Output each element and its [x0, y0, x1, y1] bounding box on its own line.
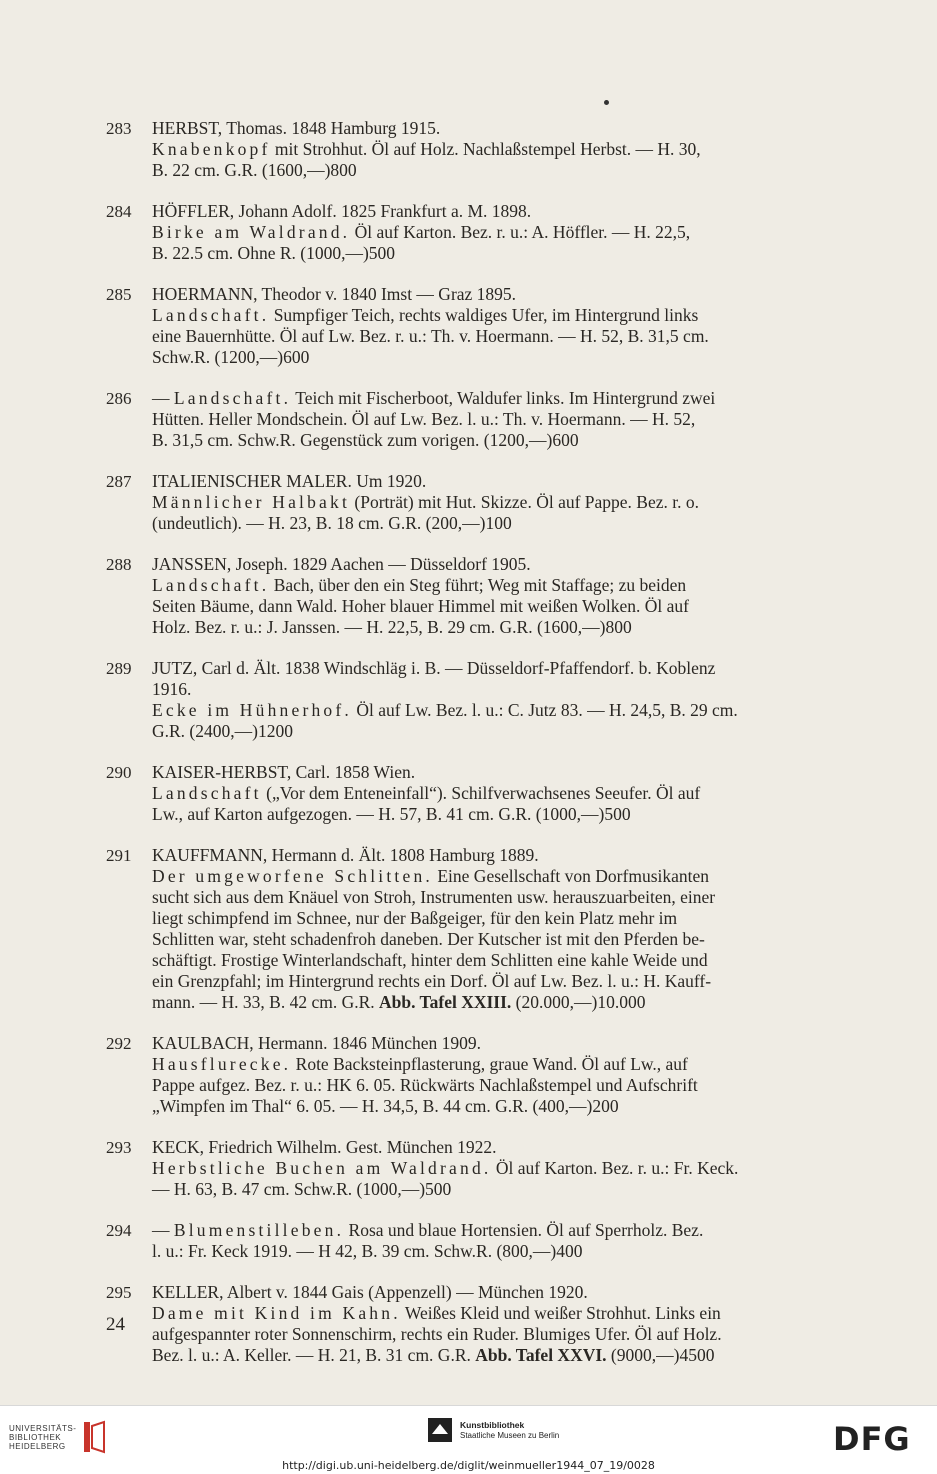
line-content: [152, 929, 705, 949]
kunstbibliothek-subtitle: Staatliche Museen zu Berlin: [460, 1430, 560, 1440]
lot-description: [152, 762, 870, 825]
line-text: G.R. (2400,—): [152, 721, 258, 741]
description-line: [152, 139, 870, 160]
description-line: [152, 596, 870, 617]
line-content: [152, 1220, 703, 1240]
line-content: [152, 554, 531, 574]
line-text: ITALIENISCHER MALER. Um 1920.: [152, 471, 427, 491]
lot-price: 600: [552, 430, 579, 450]
ink-speck: [604, 100, 609, 105]
description-line: [152, 1282, 870, 1303]
line-content: [152, 887, 715, 907]
line-content: [152, 1158, 738, 1178]
plate-reference: Abb. Tafel XXVI.: [475, 1345, 607, 1365]
uni-line-3: HEIDELBERG: [9, 1441, 66, 1451]
line-content: [152, 1075, 698, 1095]
line-content: [152, 284, 516, 304]
line-content: [152, 575, 686, 595]
line-content: [152, 1282, 588, 1302]
lot-description: [152, 845, 870, 1013]
line-content: [152, 1345, 679, 1365]
kunstbibliothek-title: Kunstbibliothek: [460, 1419, 525, 1430]
line-content: [152, 139, 701, 159]
lot-number: 285: [106, 285, 132, 304]
description-line: [152, 700, 870, 721]
plate-reference: Abb. Tafel XXIII.: [379, 992, 512, 1012]
line-content: [152, 409, 695, 429]
line-content: [152, 1054, 688, 1074]
line-content: [152, 700, 738, 720]
line-text: mann. — H. 33, B. 42 cm. G.R.: [152, 992, 380, 1012]
line-text: JUTZ, Carl d. Ält. 1838 Windschläg i. B. — Düsseldorf-Pfaffendorf. b. Koblenz: [152, 658, 716, 678]
line-text: eine Bauernhütte. Öl auf Lw. Bez. r. u.: Th. v. Hoermann. — H. 52, B. 31,5 cm.: [152, 326, 709, 346]
lot-price: 500: [604, 804, 631, 824]
line-content: [152, 1179, 425, 1199]
line-content: [152, 222, 690, 242]
lot-description: [152, 284, 870, 368]
university-library-name: [9, 1424, 76, 1451]
line-text: Holz. Bez. r. u.: J. Janssen. — H. 22,5, B. 29 cm. G.R. (1600,—): [152, 617, 606, 637]
artwork-title: Der umgeworfene Schlitten.: [152, 866, 433, 886]
line-content: [152, 1137, 497, 1157]
lot-price: 10.000: [597, 992, 646, 1012]
line-text: Teich mit Fischerboot, Waldufer links. Im Hintergrund zwei: [291, 388, 716, 408]
lot-price: 4500: [679, 1345, 715, 1365]
line-text: Schw.R. (1200,—): [152, 347, 284, 367]
description-line: [152, 554, 870, 575]
line-content: [152, 430, 552, 450]
lot-description: [152, 658, 870, 742]
line-content: [152, 160, 330, 180]
catalog-entry: [106, 388, 870, 451]
line-text-after: (9000,—): [606, 1345, 680, 1365]
lot-price: 500: [425, 1179, 452, 1199]
description-line: [152, 804, 870, 825]
line-text: Öl auf Karton. Bez. r. u.: Fr. Keck.: [491, 1158, 739, 1178]
line-content: [152, 492, 699, 512]
line-text: (Porträt) mit Hut. Skizze. Öl auf Pappe. Bez. r. o.: [350, 492, 699, 512]
lot-description: [152, 1220, 870, 1262]
description-line: [152, 1303, 870, 1324]
artwork-title: Birke am Waldrand.: [152, 222, 351, 242]
heidelberg-emblem-icon: [82, 1420, 106, 1454]
line-text: B. 22.5 cm. Ohne R. (1000,—): [152, 243, 369, 263]
lot-price: 500: [368, 243, 396, 263]
line-content: [152, 305, 698, 325]
line-text: 1916.: [152, 679, 192, 699]
line-content: [152, 1033, 481, 1053]
description-line: [152, 243, 870, 264]
line-text: HOERMANN, Theodor v. 1840 Imst — Graz 1895.: [152, 284, 517, 304]
description-line: [152, 992, 870, 1013]
line-text: B. 22 cm. G.R. (1600,—): [152, 160, 331, 180]
lot-description: [152, 554, 870, 638]
line-content: [152, 783, 700, 803]
lot-number: 287: [106, 472, 132, 491]
description-line: [152, 575, 870, 596]
line-text: („Vor dem Enteneinfall“). Schilfverwachsenes Seeufer. Öl auf: [261, 783, 701, 803]
line-content: [152, 471, 426, 491]
description-line: [152, 409, 870, 430]
description-line: [152, 658, 870, 679]
line-text: JANSSEN, Joseph. 1829 Aachen — Düsseldorf 1905.: [152, 554, 531, 574]
line-text: KAULBACH, Hermann. 1846 München 1909.: [152, 1033, 482, 1053]
catalog-entry: [106, 1137, 870, 1200]
line-prefix: —: [152, 388, 174, 408]
lot-price: 100: [485, 513, 512, 533]
line-text: schäftigt. Frostige Winterlandschaft, hinter dem Schlitten eine kahle Weide und: [152, 950, 708, 970]
artwork-title: Landschaft.: [152, 305, 270, 325]
lot-price: 600: [283, 347, 310, 367]
lot-description: [152, 118, 870, 181]
catalog-entry: [106, 118, 870, 181]
line-text: B. 31,5 cm. Schw.R. Gegenstück zum vorigen. (1200,—): [152, 430, 553, 450]
lot-number: 295: [106, 1283, 132, 1302]
line-text: sucht sich aus dem Knäuel von Stroh, Instrumenten usw. herauszuarbeiten, einer: [152, 887, 716, 907]
line-content: [152, 908, 677, 928]
description-line: [152, 1137, 870, 1158]
lot-number: 288: [106, 555, 132, 574]
line-content: [152, 1303, 721, 1323]
uni-line-2: BIBLIOTHEK: [9, 1432, 62, 1442]
catalog-entries: [106, 118, 870, 1386]
catalog-entry: [106, 845, 870, 1013]
dfg-logo[interactable]: DFG: [833, 1420, 911, 1458]
line-text: KAUFFMANN, Hermann d. Ält. 1808 Hamburg 1889.: [152, 845, 539, 865]
kunstbibliothek-icon: [428, 1418, 452, 1442]
description-line: [152, 284, 870, 305]
line-text: mit Strohhut. Öl auf Holz. Nachlaßstempel Herbst. — H. 30,: [270, 139, 701, 159]
catalog-entry: [106, 1033, 870, 1117]
description-line: [152, 1345, 870, 1366]
description-line: [152, 1033, 870, 1054]
description-line: [152, 971, 870, 992]
line-text: — H. 63, B. 47 cm. Schw.R. (1000,—): [152, 1179, 426, 1199]
description-line: [152, 1054, 870, 1075]
line-content: [152, 762, 415, 782]
artwork-title: Herbstliche Buchen am Waldrand.: [152, 1158, 492, 1178]
line-text: liegt schimpfend im Schnee, nur der Baßgeiger, für den kein Platz mehr im: [152, 908, 678, 928]
line-content: [152, 617, 606, 637]
line-text: Lw., auf Karton aufgezogen. — H. 57, B. 41 cm. G.R. (1000,—): [152, 804, 605, 824]
lot-number: 294: [106, 1221, 132, 1240]
catalog-entry: [106, 762, 870, 825]
line-content: [152, 118, 440, 138]
line-text: Pappe aufgez. Bez. r. u.: HK 6. 05. Rückwärts Nachlaßstempel und Aufschrift: [152, 1075, 698, 1095]
artwork-title: Landschaft.: [173, 388, 292, 408]
catalog-entry: [106, 284, 870, 368]
line-content: [152, 992, 597, 1012]
description-line: [152, 1220, 870, 1241]
line-text: Bez. l. u.: A. Keller. — H. 21, B. 31 cm. G.R.: [152, 1345, 476, 1365]
lot-number: 290: [106, 763, 132, 782]
description-line: [152, 201, 870, 222]
description-line: [152, 908, 870, 929]
description-line: [152, 887, 870, 908]
kunstbibliothek-text: [460, 1420, 559, 1441]
lot-description: [152, 388, 870, 451]
description-line: [152, 118, 870, 139]
line-text: Hütten. Heller Mondschein. Öl auf Lw. Bez. l. u.: Th. v. Hoermann. — H. 52,: [152, 409, 696, 429]
line-prefix: —: [152, 1220, 174, 1240]
line-content: [152, 658, 715, 678]
line-text: Eine Gesellschaft von Dorfmusikanten: [432, 866, 710, 886]
uni-line-1: UNIVERSITÄTS-: [9, 1423, 77, 1433]
line-content: [152, 388, 715, 408]
line-content: [152, 1324, 722, 1344]
description-line: [152, 617, 870, 638]
line-text-after: (20.000,—): [511, 992, 598, 1012]
lot-number: 293: [106, 1138, 132, 1157]
line-text: Rosa und blaue Hortensien. Öl auf Sperrholz. Bez.: [344, 1220, 704, 1240]
description-line: [152, 347, 870, 368]
lot-price: 1200: [257, 721, 293, 741]
description-line: [152, 222, 870, 243]
description-line: [152, 1096, 870, 1117]
lot-description: [152, 1033, 870, 1117]
catalog-entry: [106, 1282, 870, 1366]
description-line: [152, 326, 870, 347]
line-content: [152, 243, 369, 263]
description-line: [152, 721, 870, 742]
line-text: KELLER, Albert v. 1844 Gais (Appenzell) — München 1920.: [152, 1282, 588, 1302]
line-text: KECK, Friedrich Wilhelm. Gest. München 1922.: [152, 1137, 497, 1157]
line-content: [152, 326, 709, 346]
lot-description: [152, 1282, 870, 1366]
catalog-entry: [106, 1220, 870, 1262]
line-content: [152, 950, 708, 970]
line-content: [152, 721, 258, 741]
description-line: [152, 845, 870, 866]
description-line: [152, 513, 870, 534]
line-content: [152, 971, 711, 991]
lot-number: 283: [106, 119, 132, 138]
description-line: [152, 1075, 870, 1096]
description-line: [152, 762, 870, 783]
artwork-title: Knabenkopf: [152, 139, 271, 159]
description-line: [152, 305, 870, 326]
description-line: [152, 1241, 870, 1262]
line-text: ein Grenzpfahl; im Hintergrund rechts ein Dorf. Öl auf Lw. Bez. l. u.: H. Kauff-: [152, 971, 712, 991]
description-line: [152, 783, 870, 804]
lot-price: 800: [330, 160, 357, 180]
description-line: [152, 1324, 870, 1345]
line-text: Seiten Bäume, dann Wald. Hoher blauer Himmel mit weißen Wolken. Öl auf: [152, 596, 689, 616]
description-line: [152, 866, 870, 887]
line-text: (undeutlich). — H. 23, B. 18 cm. G.R. (200,—): [152, 513, 486, 533]
line-text: Weißes Kleid und weißer Strohhut. Links ein: [400, 1303, 721, 1323]
source-url[interactable]: http://digi.ub.uni-heidelberg.de/diglit/weinmueller1944_07_19/0028: [282, 1459, 655, 1472]
line-content: [152, 201, 531, 221]
description-line: [152, 1179, 870, 1200]
catalog-entry: [106, 201, 870, 264]
lot-number: 289: [106, 659, 132, 678]
artwork-title: Blumenstilleben.: [173, 1220, 345, 1240]
description-line: [152, 679, 870, 700]
description-line: [152, 950, 870, 971]
line-text: Sumpfiger Teich, rechts waldiges Ufer, im Hintergrund links: [269, 305, 699, 325]
line-content: [152, 1096, 592, 1116]
lot-price: 800: [605, 617, 632, 637]
line-content: [152, 347, 283, 367]
university-library-logo[interactable]: [9, 1420, 106, 1454]
lot-description: [152, 1137, 870, 1200]
page-number: 24: [106, 1314, 125, 1335]
line-text: KAISER-HERBST, Carl. 1858 Wien.: [152, 762, 416, 782]
line-text: „Wimpfen im Thal“ 6. 05. — H. 34,5, B. 44 cm. G.R. (400,—): [152, 1096, 593, 1116]
artwork-title: Ecke im Hühnerhof.: [152, 700, 352, 720]
line-content: [152, 866, 709, 886]
line-text: HÖFFLER, Johann Adolf. 1825 Frankfurt a. M. 1898.: [152, 201, 532, 221]
lot-description: [152, 201, 870, 264]
line-content: [152, 513, 485, 533]
line-text: Öl auf Lw. Bez. l. u.: C. Jutz 83. — H. 24,5, B. 29 cm.: [351, 700, 738, 720]
lot-number: 291: [106, 846, 132, 865]
artwork-title: Männlicher Halbakt: [152, 492, 351, 512]
description-line: [152, 430, 870, 451]
lot-number: 286: [106, 389, 132, 408]
lot-description: [152, 471, 870, 534]
kunstbibliothek-logo[interactable]: [428, 1418, 559, 1442]
footer-bar: [0, 1405, 937, 1474]
description-line: [152, 160, 870, 181]
artwork-title: Landschaft.: [152, 575, 270, 595]
lot-number: 292: [106, 1034, 132, 1053]
artwork-title: Hausflurecke.: [152, 1054, 292, 1074]
lot-price: 400: [556, 1241, 583, 1261]
line-text: Schlitten war, steht schadenfroh daneben. Der Kutscher ist mit den Pferden be-: [152, 929, 705, 949]
catalog-entry: [106, 471, 870, 534]
artwork-title: Dame mit Kind im Kahn.: [152, 1303, 401, 1323]
line-content: [152, 804, 604, 824]
line-text: Öl auf Karton. Bez. r. u.: A. Höffler. — H. 22,5,: [350, 222, 691, 242]
catalog-entry: [106, 658, 870, 742]
line-text: aufgespannter roter Sonnenschirm, rechts ein Ruder. Blumiges Ufer. Öl auf Holz.: [152, 1324, 722, 1344]
description-line: [152, 471, 870, 492]
artwork-title: Landschaft: [152, 783, 262, 803]
line-content: [152, 1241, 556, 1261]
line-content: [152, 596, 689, 616]
line-text: Rote Backsteinpflasterung, graue Wand. Öl auf Lw., auf: [291, 1054, 688, 1074]
line-content: [152, 679, 191, 699]
description-line: [152, 1158, 870, 1179]
catalog-entry: [106, 554, 870, 638]
line-text: HERBST, Thomas. 1848 Hamburg 1915.: [152, 118, 441, 138]
description-line: [152, 388, 870, 409]
lot-number: 284: [106, 202, 132, 221]
description-line: [152, 492, 870, 513]
lot-price: 200: [592, 1096, 619, 1116]
line-content: [152, 845, 539, 865]
description-line: [152, 929, 870, 950]
line-text: Bach, über den ein Steg führt; Weg mit Staffage; zu beiden: [269, 575, 687, 595]
line-text: l. u.: Fr. Keck 1919. — H 42, B. 39 cm. Schw.R. (800,—): [152, 1241, 557, 1261]
